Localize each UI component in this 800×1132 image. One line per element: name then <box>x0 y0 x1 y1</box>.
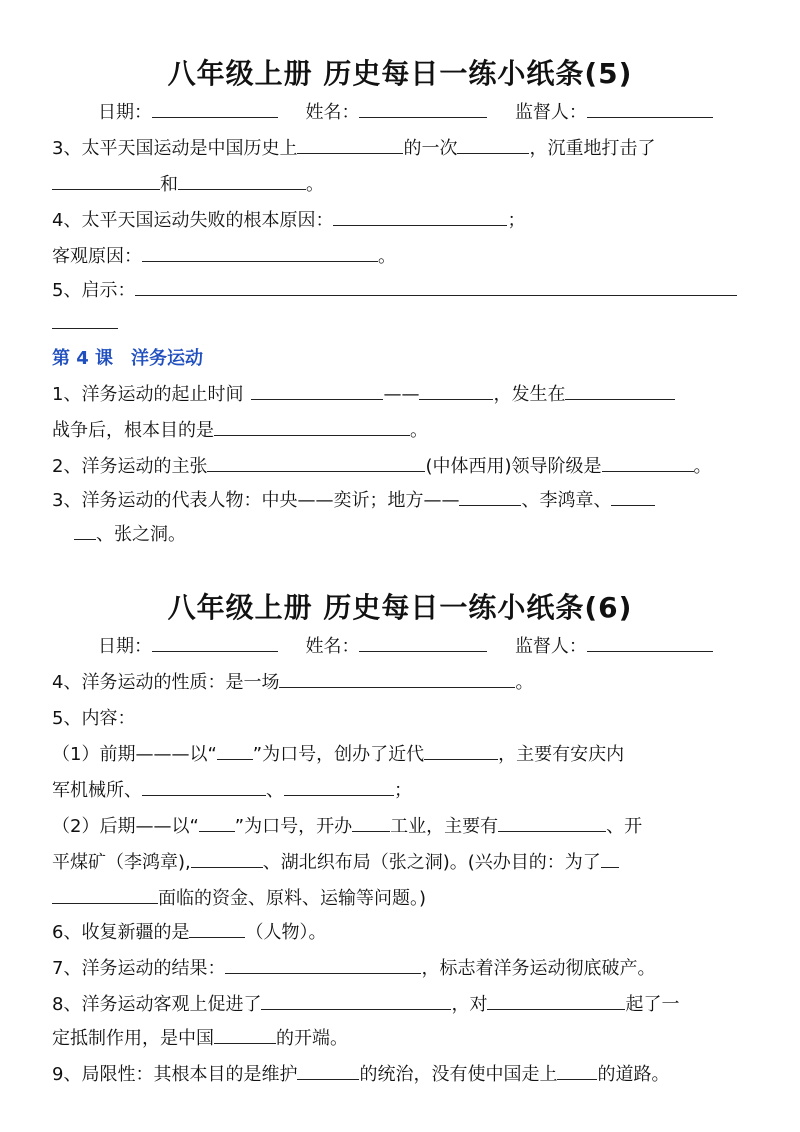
supervisor-label: 监督人： <box>514 636 587 657</box>
date-blank[interactable] <box>152 633 278 652</box>
lesson-q1-line2: 战争后，根本目的是 。 <box>52 416 428 442</box>
name-label: 姓名： <box>305 102 360 123</box>
date-blank[interactable] <box>152 99 278 118</box>
sheet6-q4: 4、洋务运动的性质：是一场 。 <box>52 668 533 694</box>
sheet6-q9: 9、局限性：其根本目的是维护 的统治，没有使中国走上 的道路。 <box>52 1060 669 1086</box>
answer-blank[interactable] <box>498 813 606 832</box>
answer-blank[interactable] <box>135 277 737 296</box>
answer-blank[interactable] <box>297 1061 359 1080</box>
answer-blank[interactable] <box>52 885 158 904</box>
sheet6-q6: 6、收复新疆的是 （人物）。 <box>52 918 326 944</box>
answer-blank[interactable] <box>52 171 160 190</box>
answer-blank[interactable] <box>261 991 451 1010</box>
answer-blank[interactable] <box>214 417 410 436</box>
answer-blank[interactable] <box>284 777 394 796</box>
sheet6-p1-line1: （1）前期———以“ ”为口号，创办了近代 ，主要有安庆内 <box>52 740 624 766</box>
lesson-heading: 第 4 课 洋务运动 <box>52 348 204 369</box>
supervisor-label: 监督人： <box>514 102 587 123</box>
answer-blank[interactable] <box>142 777 266 796</box>
answer-blank[interactable] <box>333 207 507 226</box>
date-label: 日期： <box>98 102 152 123</box>
answer-blank[interactable] <box>297 135 403 154</box>
sheet6-p1-line2: 军机械所、 、 ； <box>52 776 412 802</box>
sheet6-p2-line2: 平煤矿（李鸿章), 、湖北织布局（张之洞)。(兴办目的：为了 <box>52 848 619 874</box>
sheet6-p2-line1: （2）后期——以“ ”为口号，开办 工业，主要有 、开 <box>52 812 642 838</box>
sheet5-title: 八年级上册 历史每日一练小纸条(5) <box>167 57 633 90</box>
sheet6-q8-line2: 定抵制作用，是中国 的开端。 <box>52 1024 348 1050</box>
sheet6-title: 八年级上册 历史每日一练小纸条(6) <box>167 591 633 624</box>
answer-blank[interactable] <box>565 381 675 400</box>
answer-blank[interactable] <box>611 487 655 506</box>
answer-blank[interactable] <box>207 453 425 472</box>
answer-blank[interactable] <box>178 171 306 190</box>
answer-blank[interactable] <box>251 381 383 400</box>
question-3-line1: 3、太平天国运动是中国历史上 的一次 ，沉重地打击了 <box>52 134 655 160</box>
answer-blank[interactable] <box>217 741 253 760</box>
answer-blank[interactable] <box>457 135 529 154</box>
answer-blank[interactable] <box>225 955 421 974</box>
lesson-q1-line1: 1、洋务运动的起止时间 —— ，发生在 <box>52 380 675 406</box>
name-label: 姓名： <box>305 636 360 657</box>
answer-blank[interactable] <box>602 453 694 472</box>
answer-blank[interactable] <box>279 669 515 688</box>
answer-blank[interactable] <box>352 813 390 832</box>
name-blank[interactable] <box>359 99 487 118</box>
answer-blank[interactable] <box>189 919 245 938</box>
answer-blank[interactable] <box>214 1025 276 1044</box>
sheet6-meta-row <box>98 632 713 658</box>
answer-blank[interactable] <box>601 849 619 868</box>
answer-blank[interactable] <box>419 381 493 400</box>
answer-blank-continuation[interactable] <box>52 328 118 329</box>
answer-blank[interactable] <box>74 521 96 540</box>
sheet6-q7: 7、洋务运动的结果： ，标志着洋务运动彻底破产。 <box>52 954 655 980</box>
date-label: 日期： <box>98 636 152 657</box>
answer-blank[interactable] <box>142 243 378 262</box>
sheet6-p2-line3: 面临的资金、原料、运输等问题。) <box>52 884 426 910</box>
question-4-line1: 4、太平天国运动失败的根本原因： ； <box>52 206 525 232</box>
supervisor-blank[interactable] <box>587 99 713 118</box>
answer-blank[interactable] <box>459 487 521 506</box>
supervisor-blank[interactable] <box>587 633 713 652</box>
sheet6-q8-line1: 8、洋务运动客观上促进了 ，对 起了一 <box>52 990 679 1016</box>
question-3-line2: 和 。 <box>52 170 324 196</box>
answer-blank[interactable] <box>487 991 625 1010</box>
question-4-line2: 客观原因： 。 <box>52 242 396 268</box>
sheet5-meta-row <box>98 98 713 124</box>
answer-blank[interactable] <box>199 813 235 832</box>
lesson-q3-line2: 、张之洞。 <box>74 520 186 546</box>
answer-blank[interactable] <box>557 1061 597 1080</box>
question-5-line1: 5、启示： <box>52 276 737 302</box>
lesson-q2: 2、洋务运动的主张 (中体西用)领导阶级是 。 <box>52 452 712 478</box>
answer-blank[interactable] <box>424 741 498 760</box>
answer-blank[interactable] <box>191 849 263 868</box>
name-blank[interactable] <box>359 633 487 652</box>
sheet6-q5: 5、内容： <box>52 708 136 729</box>
lesson-q3-line1: 3、洋务运动的代表人物：中央——奕䜣；地方—— 、李鸿章、 <box>52 486 655 512</box>
